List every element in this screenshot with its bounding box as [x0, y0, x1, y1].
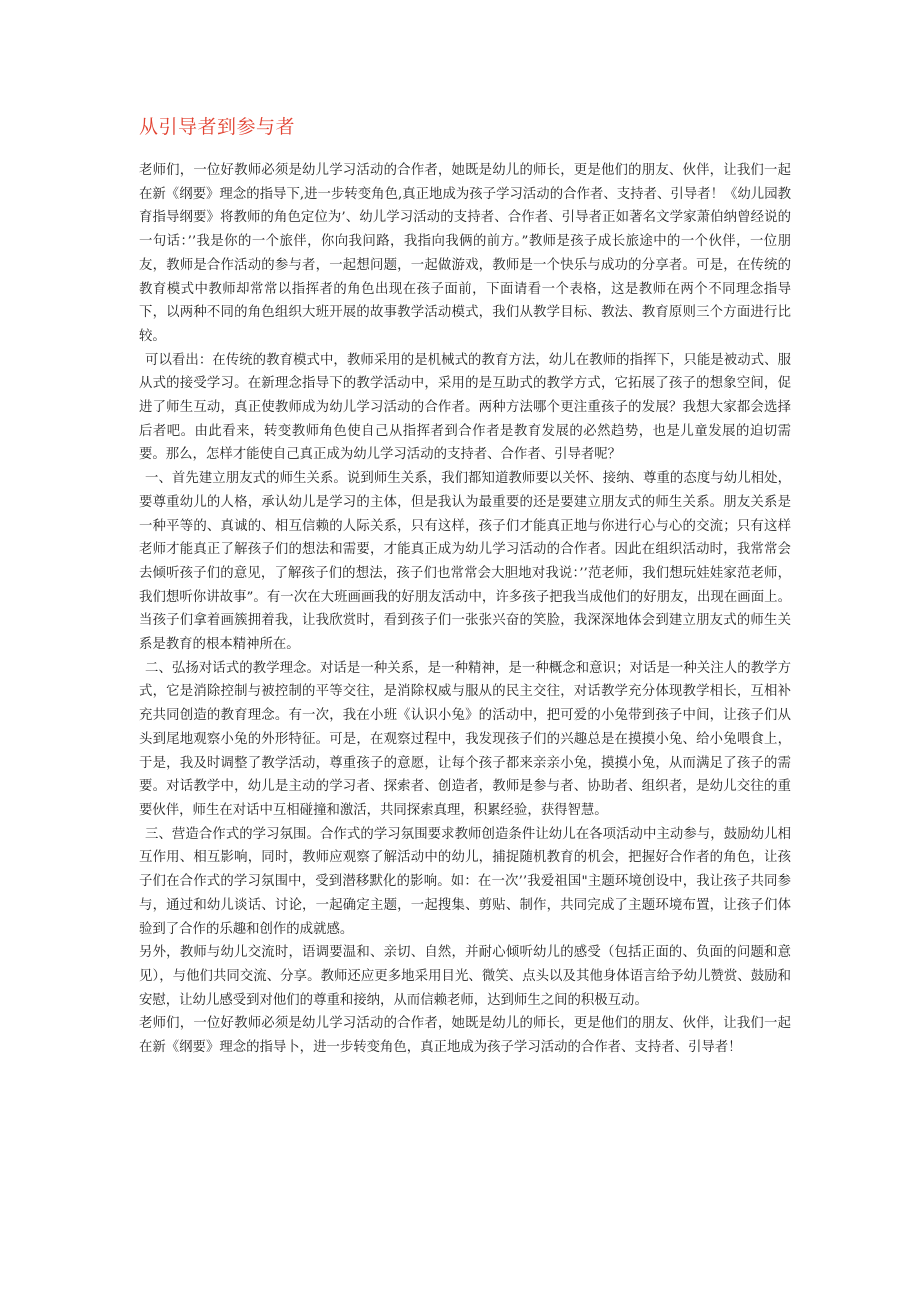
document-title: 从引导者到参与者 [139, 116, 296, 138]
body-paragraph-additional: 另外，教师与幼儿交流时，语调要温和、亲切、自然，并耐心倾听幼儿的感受（包括正面的、负面的问题和意见），与他们共同交流、分享。教师还应更多地采用目光、微笑、点头以及其他身体语言给予幼儿赞赏、鼓励和安慰，让幼儿感受到对他们的尊重和接纳，从而信赖老师，达到师生之间的积极互动。 [139, 945, 791, 1008]
body-paragraph-intro: 老师们，一位好教师必须是幼儿学习活动的合作者，她既是幼儿的师长，更是他们的朋友、伙伴，让我们一起在新《纲要》理念的指导下,进一步转变角色,真正地成为孩子学习活动的合作者、支持者、引导者！《幼儿园教育指导纲要》将教师的角色定位为’、幼儿学习活动的支持者、合作者、引导者正如著名文学家萧伯纳曾经说的一句话：’’我是你的一个旅伴，你向我问路，我指向我俩的前方。”教师是孩子成长旅途中的一个伙伴，一位朋友，教师是合作活动的参与者，一起想问题，一起做游戏，教师是一个快乐与成功的分享者。可是，在传统的教育模式中教师却常常以指挥者的角色出现在孩子面前，下面请看一个表格，这是教师在两个不同理念指导下，以两种不同的角色组织大班开展的故事教学活动模式，我们从教学目标、教法、教育原则三个方面进行比较。 [139, 163, 791, 344]
document-body [139, 159, 791, 1060]
body-paragraph-section-1: 一、首先建立朋友式的师生关系。说到师生关系，我们都知道教师要以关怀、接纳、尊重的态度与幼儿相处，要尊重幼儿的人格，承认幼儿是学习的主体，但是我认为最重要的还是要建立朋友式的师生关系。朋友关系是一种平等的、真诚的、相互信赖的人际关系，只有这样，孩子们才能真正地与你进行心与心的交流；只有这样老师才能真正了解孩子们的想法和需要，才能真正成为幼儿学习活动的合作者。因此在组织活动时，我常常会去倾听孩子们的意见，了解孩子们的想法，孩子们也常常会大胆地对我说：’’范老师，我们想玩娃娃家范老师，我们想听你讲故事”。有一次在大班画画我的好朋友活动中，许多孩子把我当成他们的好朋友，出现在画面上。当孩子们拿着画簇拥着我，让我欣赏时，看到孩子们一张张兴奋的笑脸，我深深地体会到建立朋友式的师生关系是教育的根本精神所在。 [139, 471, 791, 653]
body-paragraph-analysis: 可以看出：在传统的教育模式中，教师采用的是机械式的教育方法，幼儿在教师的指挥下，只能是被动式、服从式的接受学习。在新理念指导下的教学活动中，采用的是互助式的教学方式，它拓展了孩子的想象空间，促进了师生互动，真正使教师成为幼儿学习活动的合作者。两种方法哪个更注重孩子的发展？我想大家都会选择后者吧。由此看来，转变教师角色使自己从指挥者到合作者是教育发展的必然趋势，也是儿童发展的迫切需要。那么，怎样才能使自己真正成为幼儿学习活动的支持者、合作者、引导者呢？ [139, 352, 791, 463]
body-paragraph-closing: 老师们，一位好教师必须是幼儿学习活动的合作者，她既是幼儿的师长，更是他们的朋友、伙伴，让我们一起在新《纲要》理念的指导卜，进一步转变角色，真正地成为孩子学习活动的合作者、支持者、引导者！ [139, 1016, 791, 1056]
body-paragraph-section-3: 三、营造合作式的学习氛围。合作式的学习氛围要求教师创造条件让幼儿在各项活动中主动参与，鼓励幼儿相互作用、相互影响，同时，教师应观察了解活动中的幼儿，捕捉随机教育的机会，把握好合作者的角色，让孩子们在合作式的学习氛围中，受到潜移默化的影响。如：在一次’’我爱祖国"主题环境创设中，我让孩子共同参与，通过和幼儿谈话、讨论，一起确定主题，一起搜集、剪贴、制作，共同完成了主题环境布置，让孩子们体验到了合作的乐趣和创作的成就感。 [139, 826, 791, 937]
body-paragraph-section-2: 二、弘扬对话式的教学理念。对话是一种关系，是一种精神，是一种概念和意识；对话是一种关注人的教学方式，它是消除控制与被控制的平等交往，是消除权威与服从的民主交往，对话教学充分体现教学相长，互相补充共同创造的教育理念。有一次，我在小班《认识小兔》的活动中，把可爱的小兔带到孩子中间，让孩子们从头到尾地观察小兔的外形特征。可是，在观察过程中，我发现孩子们的兴趣总是在摸摸小兔、给小兔喂食上，于是，我及时调整了教学活动，尊重孩子的意愿，让每个孩子都来亲亲小兔，摸摸小兔，从而满足了孩子的需要。对话教学中，幼儿是主动的学习者、探索者、创造者，教师是参与者、协助者、组织者，是幼儿交往的重要伙伴，师生在对话中互相碰撞和激活，共同探索真理，积累经验，获得智慧。 [139, 660, 791, 818]
